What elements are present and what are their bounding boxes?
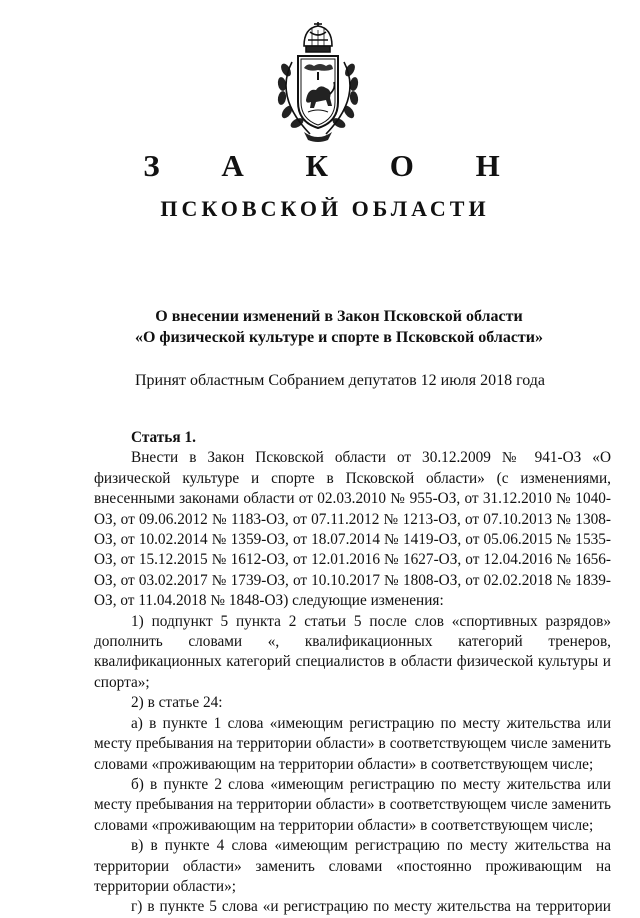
adoption-note: Принят областным Собранием депутатов 12 июля 2018 года: [134, 372, 546, 389]
article-title: Статья 1.: [131, 429, 196, 446]
paragraph: Внести в Закон Псковской области от 30.12.2009 № 941-ОЗ «О физической культуре и спорте в Псковской области» (с изменениями, внесенными законами области от 02.03.2010 № 955-ОЗ, от 31.12.2010 № 1040-ОЗ, от 09.06.2012 № 1183-ОЗ, от 07.11.2012 № 1213-ОЗ, от 07.10.2013 № 1308-ОЗ, от 10.02.2014 № 1359-ОЗ, от 18.07.2014 № 1419-ОЗ, от 05.06.2015 № 1535-ОЗ, от 15.12.2015 № 1612-ОЗ, от 12.01.2016 № 1627-ОЗ, от 12.04.2016 № 1656-ОЗ, от 03.02.2017 № 1739-ОЗ, от 10.10.2017 № 1808-ОЗ, от 02.02.2018 № 1839-ОЗ, от 11.04.2018 № 1848-ОЗ) следующие изменения:: [94, 449, 611, 610]
law-heading: [0, 306, 640, 348]
paragraph: г) в пункте 5 слова «и регистрацию по месту жительства на территории: [131, 898, 611, 916]
paragraph: 2) в статье 24:: [131, 694, 223, 712]
law-subtitle: ПСКОВСКОЙ ОБЛАСТИ: [160, 196, 490, 221]
paragraph: а) в пункте 1 слова «имеющим регистрацию по месту жительства или месту пребывания на территории области» в соответствующем числе заменить словами «проживающим на территории области» в соответствующем числе;: [94, 714, 611, 773]
law-heading-line-1: О внесении изменений в Закон Псковской области: [155, 308, 523, 325]
law-title: З А К О Н: [143, 148, 527, 183]
paragraph: б) в пункте 2 слова «имеющим регистрацию по месту жительства или месту пребывания на территории области» в соответствующем числе заменить словами «проживающим на территории области» в соответствующем числе;: [94, 775, 611, 834]
coat-of-arms-icon: [270, 22, 366, 144]
law-heading-line-2: «О физической культуре и спорте в Псковской области»: [134, 329, 543, 346]
article-body: [94, 428, 611, 918]
paragraph: 1) подпункт 5 пункта 2 статьи 5 после слов «спортивных разрядов» дополнить словами «, квалификационных категорий тренеров, квалификационных категорий специалистов в области физической культуры и спорта»;: [94, 612, 611, 691]
paragraph: в) в пункте 4 слова «имеющим регистрацию по месту жительства на территории области» заменить словами «постоянно проживающим на территории области»;: [94, 837, 611, 895]
